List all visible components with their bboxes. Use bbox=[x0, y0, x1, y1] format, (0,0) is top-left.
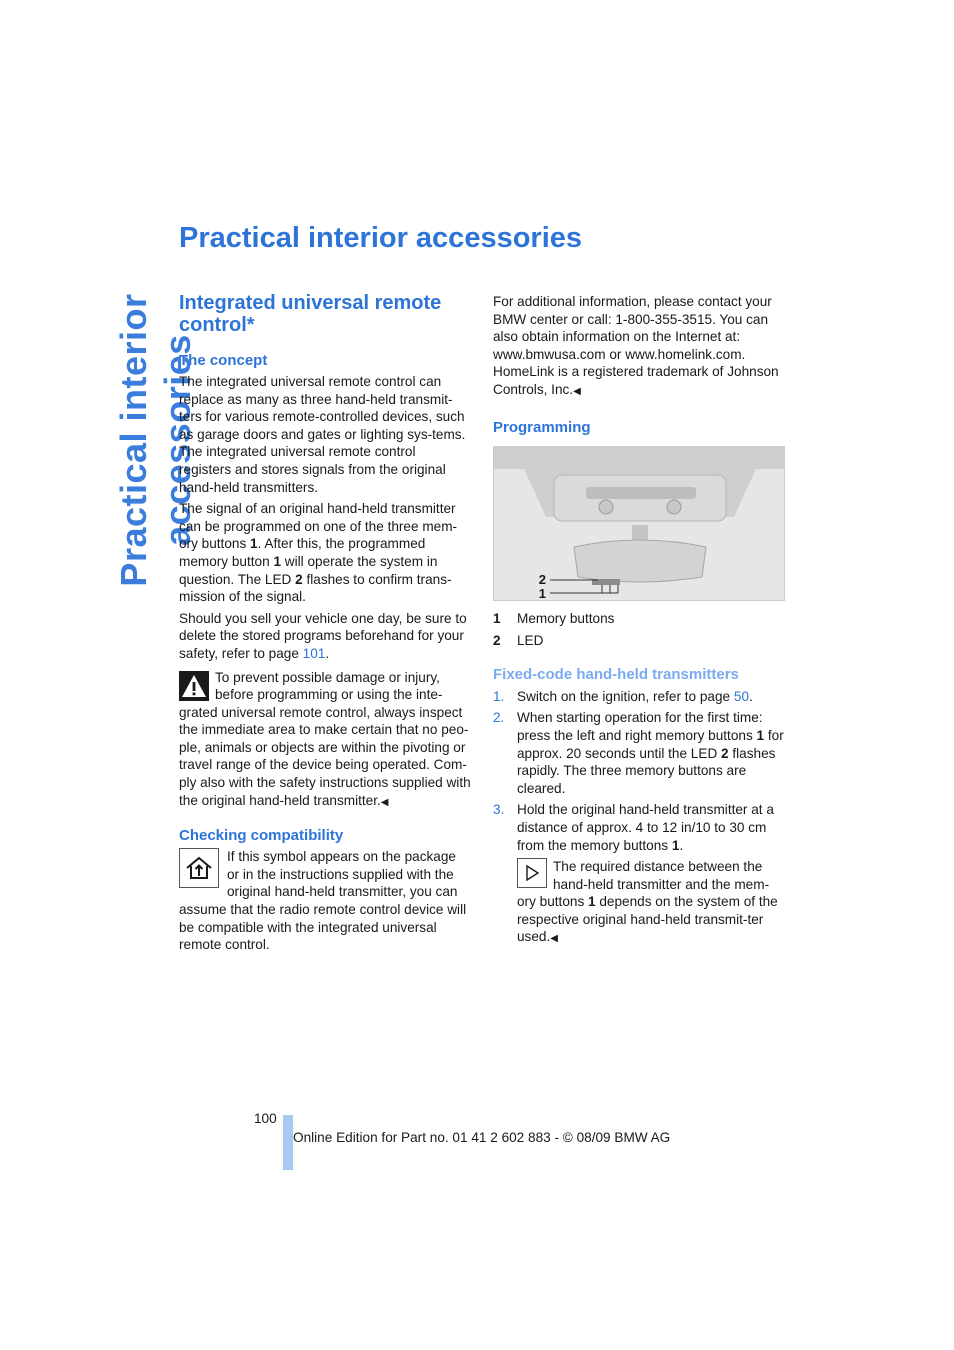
step-item: 2. When starting operation for the first time: press the left and right memory buttons 1 for approx. 20 seconds until the LED 2 flashes rapidly. The three memory buttons are cleared. bbox=[493, 710, 784, 796]
end-mark-icon: ◀ bbox=[550, 933, 558, 945]
warning-triangle-icon bbox=[179, 671, 209, 701]
distance-note: The required distance between the hand-held transmitter and the mem-ory buttons 1 depends on the system of the respective original hand-held transmit-ter used.◀ bbox=[517, 859, 778, 945]
legend-item: 2 LED bbox=[493, 633, 544, 649]
figure-label-2: 2 bbox=[538, 571, 546, 587]
compatibility-note bbox=[179, 848, 471, 954]
compatibility-text: If this symbol appears on the package or in the instructions supplied with the original hand-held transmitter, you can assume that the radio remote control device will be compatible with the integrated universal remote control. bbox=[179, 849, 467, 953]
homelink-house-icon bbox=[179, 848, 219, 888]
end-mark-icon: ◀ bbox=[573, 385, 581, 397]
subheading-programming: Programming bbox=[493, 418, 591, 436]
figure-label-1: 1 bbox=[538, 585, 546, 601]
concept-paragraph-3: Should you sell your vehicle one day, be sure to delete the stored programs beforehand for your safety, refer to page 101. bbox=[179, 610, 467, 661]
step-item: 3. Hold the original hand-held transmitter at a distance of approx. 4 to 12 in/10 to 30 cm from the memory buttons 1. bbox=[493, 802, 774, 853]
footer-accent-bar bbox=[283, 1115, 293, 1170]
section-heading-remote-control: Integrated universal remote control* bbox=[179, 292, 442, 336]
page-number: 100 bbox=[254, 1111, 277, 1126]
step-item: 1. Switch on the ignition, refer to page 50. bbox=[493, 688, 753, 704]
footer-edition-text: Online Edition for Part no. 01 41 2 602 883 - © 08/09 BMW AG bbox=[293, 1130, 671, 1145]
left-column bbox=[179, 292, 471, 954]
contact-info: For additional information, please contact your BMW center or call: 1-800-355-3515. You can also obtain information on the Internet at: www.bmwusa.com or www.homelink.com. HomeLink is a registered trademark of Johnson Controls, Inc.◀ bbox=[493, 294, 779, 397]
concept-paragraph-2: The signal of an original hand-held transmitter can be programmed on one of the three mem-ory buttons 1. After this, the programmed memory button 1 will operate the system in question. The LED 2 flashes to confirm trans-mission of the signal. bbox=[179, 501, 458, 605]
steps-list bbox=[493, 688, 785, 854]
concept-paragraph-1: The integrated universal remote control can replace as many as three hand-held transmit-ters for various remote-controlled devices, such as garage doors and gates or lighting sys-tems. The integrated universal remote control registers and stores signals from the original hand-held transmitters. bbox=[179, 374, 466, 495]
figure-legend bbox=[493, 610, 785, 650]
subheading-concept: The concept bbox=[179, 352, 268, 369]
page-title: Practical interior accessories bbox=[179, 222, 583, 254]
subheading-compatibility: Checking compatibility bbox=[179, 827, 344, 845]
mirror-illustration bbox=[493, 446, 785, 601]
legend-item: 1 Memory buttons bbox=[493, 610, 615, 626]
right-column bbox=[493, 293, 785, 948]
end-mark-icon: ◀ bbox=[380, 796, 389, 808]
warning-note bbox=[179, 669, 471, 812]
warning-text: To prevent possible damage or injury, before programming or using the inte-grated universal remote control, always inspect the immediate area to make certain that no peo-ple, animals or objects are within the pivoting or travel range of the device being operated. Com-ply also with the safety instructions supplied with the original hand-held transmitter. bbox=[179, 669, 471, 808]
page-link-50[interactable]: 50 bbox=[733, 688, 750, 704]
subheading-fixed-code: Fixed-code hand-held transmitters bbox=[493, 665, 739, 683]
page-link-101[interactable]: 101 bbox=[302, 645, 326, 661]
side-chapter-tab bbox=[112, 230, 198, 650]
note-arrow-icon bbox=[517, 858, 547, 888]
side-chapter-label: Practical interior accessories bbox=[113, 293, 198, 587]
